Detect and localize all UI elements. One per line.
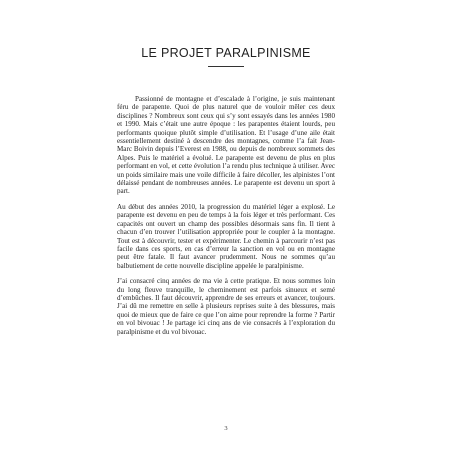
paragraph-1: Passionné de montagne et d’escalade à l’origine, je suis maintenant féru de parapente. Quoi de plus naturel que de vouloir mêler ces deux disciplines ? Nombreux sont ceux qui s’y sont essayés dans les années 1980 et 1990. Mais c’était une autre époque : les parapentes étaient lourds, peu performants quoique plutôt simple d’utilisation. Et l’usage d’une aile était essentiellement destiné à descendre des montagnes, comme l’a fait Jean-Marc Boivin depuis l’Everest en 1988, ou depuis de nombreux sommets des Alpes. Puis le matériel a évolué. Le parapente est devenu de plus en plus performant en vol, et cette évolution l’a rendu plus technique à utiliser. Avec un poids similaire mais une voile difficile à faire décoller, les alpinistes l’ont délaissé pendant de nombreuses années. Le parapente est devenu un sport à part. [117, 95, 335, 196]
paragraph-2: Au début des années 2010, la progression du matériel léger a explosé. Le parapente est devenu en peu de temps à la fois léger et très performant. Ces capacités ont ouvert un champ des possibles désormais sans fin. Il tient à chacun d’en trouver l’utilisation appropriée pour le coupler à la montagne. Tout est à découvrir, tester et expérimenter. Le chemin à parcourir n’est pas facile dans ces sports, en cas d’erreur la sanction en vol ou en montagne peut être fatale. Il faut avancer prudemment. Nous ne sommes qu’au balbutiement de cette nouvelle discipline appelée le paralpinisme. [117, 202, 335, 270]
title-underline [208, 66, 244, 67]
body-text [117, 95, 335, 343]
page-number: 3 [224, 425, 228, 432]
paragraph-3: J’ai consacré cinq années de ma vie à cette pratique. Et nous sommes loin du long fleuve tranquille, le cheminement est parfois sinueux et semé d’embûches. Il faut découvrir, apprendre de ses erreurs et avancer, toujours. J’ai dû me remettre en selle à plusieurs reprises suite à des blessures, mais quoi de mieux que de faire ce que l’on aime pour reprendre la forme ? Partir en vol bivouac ! Je partage ici cinq ans de vie consacrés à l’exploration du paralpinisme et du vol bivouac. [117, 277, 335, 336]
chapter-title: LE PROJET PARALPINISME [141, 46, 311, 60]
